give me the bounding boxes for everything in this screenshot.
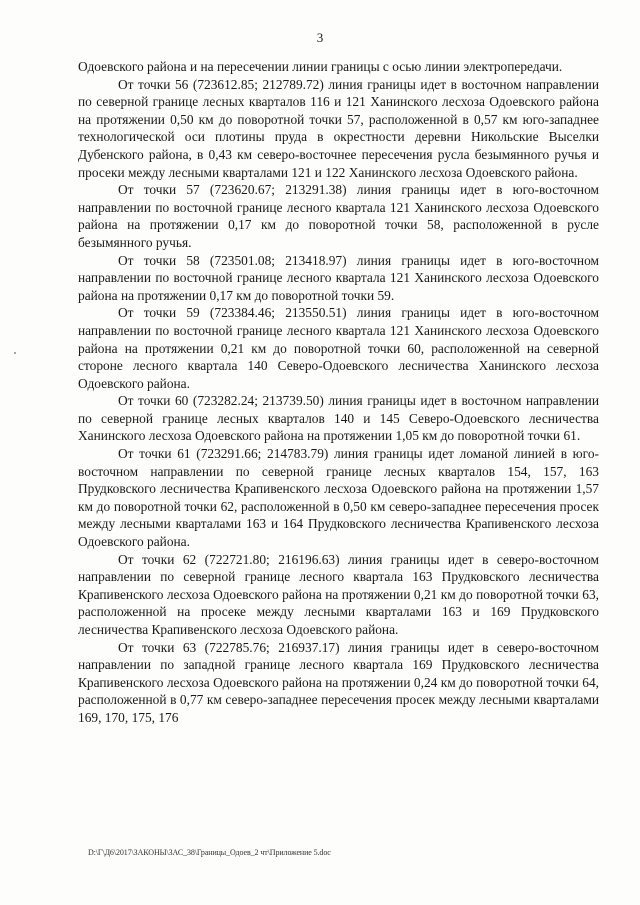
paragraph-point-62: От точки 62 (722721.80; 216196.63) линия границы идет в северо-восточном направлении по северной границе лесного квартала 163 Прудковского лесничества Крапивенского лесхоза Одоевского района на протяжении 0,21 км до поворотной точки 63, расположенной на просеке между лесными кварталами 163 и 169 Прудковского лесничества Крапивенского лесхоза Одоевского района. — [78, 551, 599, 637]
paragraph-point-58: От точки 58 (723501.08; 213418.97) линия границы идет в юго-восточном направлении по восточной границе лесного квартала 121 Ханинского лесхоза Одоевского района на протяжении 0,17 км до поворотной точки 59. — [78, 252, 599, 303]
paragraph-point-57: От точки 57 (723620.67; 213291.38) линия границы идет в юго-восточном направлении по восточной границе лесного квартала 121 Ханинского лесхоза Одоевского района на протяжении 0,17 км до поворотной точки 58, расположенной в русле безымянного ручья. — [78, 182, 599, 250]
paragraph-point-59: От точки 59 (723384.46; 213550.51) линия границы идет в юго-восточном направлении по восточной границе лесного квартала 121 Ханинского лесхоза Одоевского района на протяжении 0,21 км до поворотной точки 60, расположенной на северной стороне лесного квартала 140 Северо-Одоевского лесничества Ханинского лесхоза Одоевского района. — [78, 305, 599, 391]
scan-speck — [14, 352, 16, 354]
footer-file-path: D:\Г\Д6\2017\ЗАКОНЫ\ЗАС_38\Границы_Одоев_2 чт\Приложение 5.doc — [88, 848, 331, 857]
paragraph-point-60: От точки 60 (723282.24; 213739.50) линия границы идет в восточном направлении по северной границе лесных кварталов 140 и 145 Северо-Одоевского лесничества Ханинского лесхоза Одоевского района на протяжении 1,05 км до поворотной точки 61. — [78, 393, 599, 444]
paragraph-point-56: От точки 56 (723612.85; 212789.72) линия границы идет в восточном направлении по северной границе лесных кварталов 116 и 121 Ханинского лесхоза Одоевского района на протяжении 0,50 км до поворотной точки 57, расположенной в 0,57 км юго-западнее технологической оси плотины пруда в окрестности деревни Никольские Выселки Дубенского района, в 0,43 км северо-восточнее пересечения русла безымянного ручья и просеки между лесными кварталами 121 и 122 Ханинского лесхоза Одоевского района. — [78, 76, 599, 180]
paragraph-point-61: От точки 61 (723291.66; 214783.79) линия границы идет ломаной линией в юго-восточном направлении по северной границе лесных кварталов 154, 157, 163 Прудковского лесничества Крапивенского лесхоза Одоевского района на протяжении 1,57 км до поворотной точки 62, расположенной в 0,50 км северо-западнее пересечения просек между лесными кварталами 163 и 164 Прудковского лесничества Крапивенского лесхоза Одоевского района. — [78, 446, 599, 550]
paragraph-continuation: Одоевского района и на пересечении линии границы с осью линии электропередачи. — [78, 59, 563, 74]
page-number: 3 — [316, 30, 324, 45]
document-body — [78, 58, 599, 727]
paragraph-point-63: От точки 63 (722785.76; 216937.17) линия границы идет в северо-восточном направлении по западной границе лесного квартала 169 Прудковского лесничества Крапивенского лесхоза Одоевского района на протяжении 0,24 км до поворотной точки 64, расположенной в 0,77 км северо-западнее пересечения просек между лесными кварталами 169, 170, 175, 176 — [78, 639, 599, 725]
